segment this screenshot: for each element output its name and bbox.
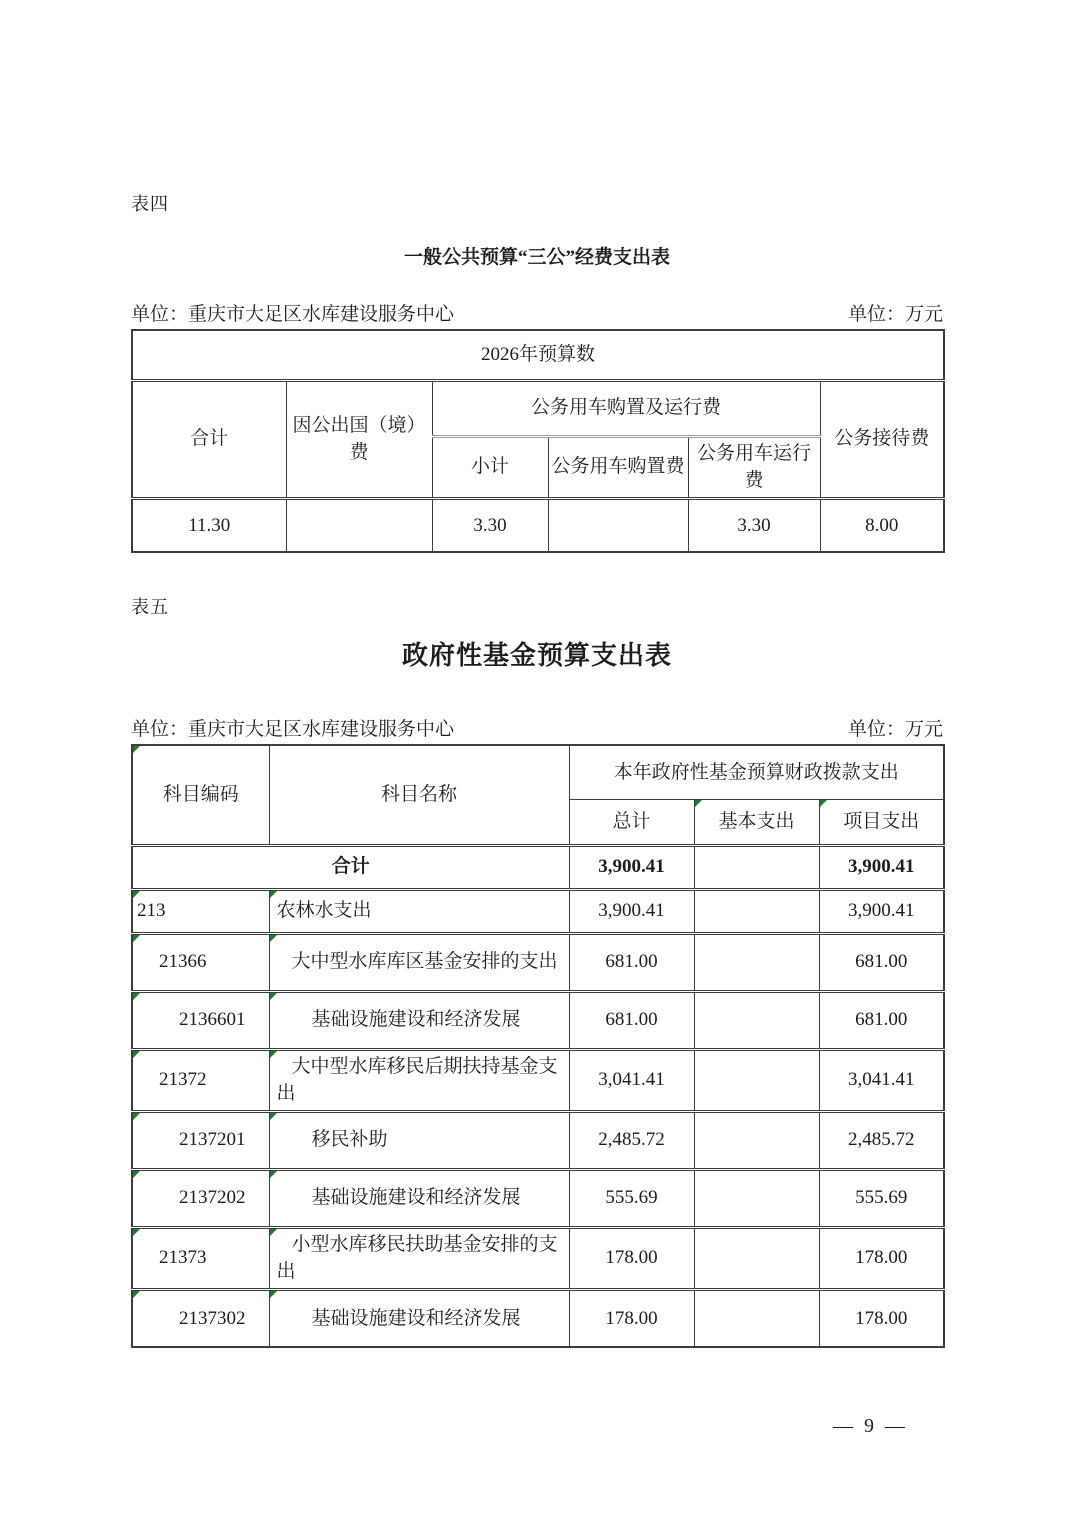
- code-value: 21372: [159, 1069, 207, 1091]
- col-header-abroad: 因公出国（境）费: [286, 380, 432, 498]
- total-cell: 178.00: [569, 1227, 694, 1289]
- col-header-basic: [694, 799, 819, 845]
- table-row: [132, 1111, 944, 1169]
- excel-flag-icon: [270, 935, 277, 942]
- excel-flag-icon: [133, 993, 140, 1000]
- basic-cell: [694, 1227, 819, 1289]
- project-cell: 681.00: [819, 933, 944, 991]
- code-value: 2137202: [179, 1187, 246, 1209]
- project-cell: 681.00: [819, 991, 944, 1049]
- table5-unit-name: 单位：重庆市大足区水库建设服务中心: [131, 719, 455, 741]
- vehicle-purchase-value-cell: [548, 498, 688, 552]
- government-fund-budget-table: [131, 744, 945, 1348]
- code-cell: [132, 933, 269, 991]
- name-value: 基础设施建设和经济发展: [311, 1307, 521, 1329]
- code-cell: [132, 1169, 269, 1227]
- code-value: 21373: [159, 1247, 207, 1269]
- table4-label: 表四: [131, 194, 169, 214]
- code-value: 213: [137, 900, 166, 922]
- excel-flag-icon: [133, 1113, 140, 1120]
- name-cell: [269, 1227, 569, 1289]
- col-header-subject-code: [132, 745, 269, 845]
- name-cell: [269, 1049, 569, 1111]
- name-value: 大中型水库移民后期扶持基金支出: [276, 1055, 558, 1105]
- page-number: — 9 —: [833, 1415, 908, 1437]
- project-cell: 3,900.41: [819, 889, 944, 933]
- col-header-reception: 公务接待费: [820, 380, 944, 498]
- total-cell: 681.00: [569, 991, 694, 1049]
- table-row: [132, 498, 944, 552]
- name-value: 移民补助: [311, 1129, 388, 1151]
- col-header-subject-code-label: 科目编码: [162, 784, 239, 806]
- table-row: [132, 991, 944, 1049]
- name-cell: [269, 933, 569, 991]
- total-row: [132, 845, 944, 889]
- excel-flag-icon: [695, 800, 702, 807]
- excel-flag-icon: [270, 1051, 277, 1058]
- excel-flag-icon: [270, 1171, 277, 1178]
- name-cell: [269, 1289, 569, 1347]
- code-cell: [132, 1289, 269, 1347]
- total-label-cell: 合计: [132, 845, 569, 889]
- basic-cell: [694, 889, 819, 933]
- name-value: 基础设施建设和经济发展: [311, 1009, 521, 1031]
- project-cell: 178.00: [819, 1289, 944, 1347]
- project-cell: 555.69: [819, 1169, 944, 1227]
- table-row: [132, 889, 944, 933]
- total-cell: 555.69: [569, 1169, 694, 1227]
- table-row: [132, 1169, 944, 1227]
- code-value: 2136601: [179, 1009, 246, 1031]
- excel-flag-icon: [133, 1171, 140, 1178]
- total-cell: 2,485.72: [569, 1111, 694, 1169]
- project-cell: 3,900.41: [819, 845, 944, 889]
- project-cell: 178.00: [819, 1227, 944, 1289]
- excel-flag-icon: [133, 1051, 140, 1058]
- code-cell: [132, 991, 269, 1049]
- basic-cell: [694, 1289, 819, 1347]
- table4-unit-name: 单位：重庆市大足区水库建设服务中心: [131, 304, 455, 325]
- table4-title: 一般公共预算“三公”经费支出表: [403, 247, 670, 268]
- col-header-subject-name: 科目名称: [269, 745, 569, 845]
- code-cell: [132, 889, 269, 933]
- year-header-row: [132, 330, 944, 380]
- project-cell: 3,041.41: [819, 1049, 944, 1111]
- code-value: 2137201: [179, 1129, 246, 1151]
- excel-flag-icon: [133, 1229, 140, 1236]
- total-cell: 178.00: [569, 1289, 694, 1347]
- vehicle-subtotal-value-cell: 3.30: [432, 498, 548, 552]
- col-header-project: [819, 799, 944, 845]
- table-row: [132, 1049, 944, 1111]
- total-cell: 681.00: [569, 933, 694, 991]
- total-cell: 3,041.41: [569, 1049, 694, 1111]
- excel-flag-icon: [133, 891, 140, 898]
- excel-flag-icon: [270, 1113, 277, 1120]
- table4-unit-currency: 单位：万元: [847, 304, 943, 325]
- table5-title: 政府性基金预算支出表: [401, 641, 672, 671]
- name-cell: [269, 991, 569, 1049]
- total-cell: 3,900.41: [569, 889, 694, 933]
- col-header-vehicle-operation: 公务用车运行费: [688, 436, 820, 498]
- col-header-vehicle-subtotal: 小计: [432, 436, 548, 498]
- name-cell: [269, 1169, 569, 1227]
- name-cell: [269, 889, 569, 933]
- basic-cell: [694, 1169, 819, 1227]
- excel-flag-icon: [133, 746, 140, 753]
- year-header-cell: 2026年预算数: [132, 330, 944, 380]
- col-header-vehicle-group: 公务用车购置及运行费: [432, 380, 820, 436]
- code-cell: [132, 1111, 269, 1169]
- table5-label: 表五: [131, 597, 169, 618]
- excel-flag-icon: [133, 935, 140, 942]
- basic-cell: [694, 1111, 819, 1169]
- table5-unit-currency: 单位：万元: [847, 719, 943, 741]
- total-value-cell: 11.30: [132, 498, 286, 552]
- name-value: 基础设施建设和经济发展: [311, 1187, 521, 1209]
- code-value: 21366: [159, 951, 207, 973]
- col-header-project-label: 项目支出: [843, 810, 920, 832]
- col-header-vehicle-purchase: 公务用车购置费: [548, 436, 688, 498]
- abroad-value-cell: [286, 498, 432, 552]
- header-row-top: [132, 745, 944, 799]
- basic-cell: [694, 1049, 819, 1111]
- name-value: 农林水支出: [276, 900, 372, 922]
- basic-cell: [694, 991, 819, 1049]
- vehicle-operation-value-cell: 3.30: [688, 498, 820, 552]
- table-row: [132, 1289, 944, 1347]
- excel-flag-icon: [270, 1291, 277, 1298]
- col-header-basic-label: 基本支出: [718, 810, 795, 832]
- col-header-grand-total: 总计: [569, 799, 694, 845]
- code-cell: [132, 1227, 269, 1289]
- code-cell: [132, 1049, 269, 1111]
- name-value: 大中型水库库区基金安排的支出: [291, 951, 558, 973]
- excel-flag-icon: [270, 993, 277, 1000]
- col-header-fund-group: 本年政府性基金预算财政拨款支出: [569, 745, 944, 799]
- table4-unit-row: [131, 299, 943, 326]
- three-public-expense-table: [131, 329, 945, 553]
- reception-value-cell: 8.00: [820, 498, 944, 552]
- project-cell: 2,485.72: [819, 1111, 944, 1169]
- code-value: 2137302: [179, 1307, 246, 1329]
- excel-flag-icon: [270, 891, 277, 898]
- table-row: [132, 1227, 944, 1289]
- excel-flag-icon: [820, 800, 827, 807]
- total-cell: 3,900.41: [569, 845, 694, 889]
- excel-flag-icon: [270, 1229, 277, 1236]
- header-row-top: [132, 380, 944, 436]
- excel-flag-icon: [133, 1291, 140, 1298]
- basic-cell: [694, 845, 819, 889]
- basic-cell: [694, 933, 819, 991]
- name-cell: [269, 1111, 569, 1169]
- table-row: [132, 933, 944, 991]
- table5-unit-row: [131, 714, 943, 741]
- col-header-total: 合计: [132, 380, 286, 498]
- name-value: 小型水库移民扶助基金安排的支出: [276, 1233, 558, 1283]
